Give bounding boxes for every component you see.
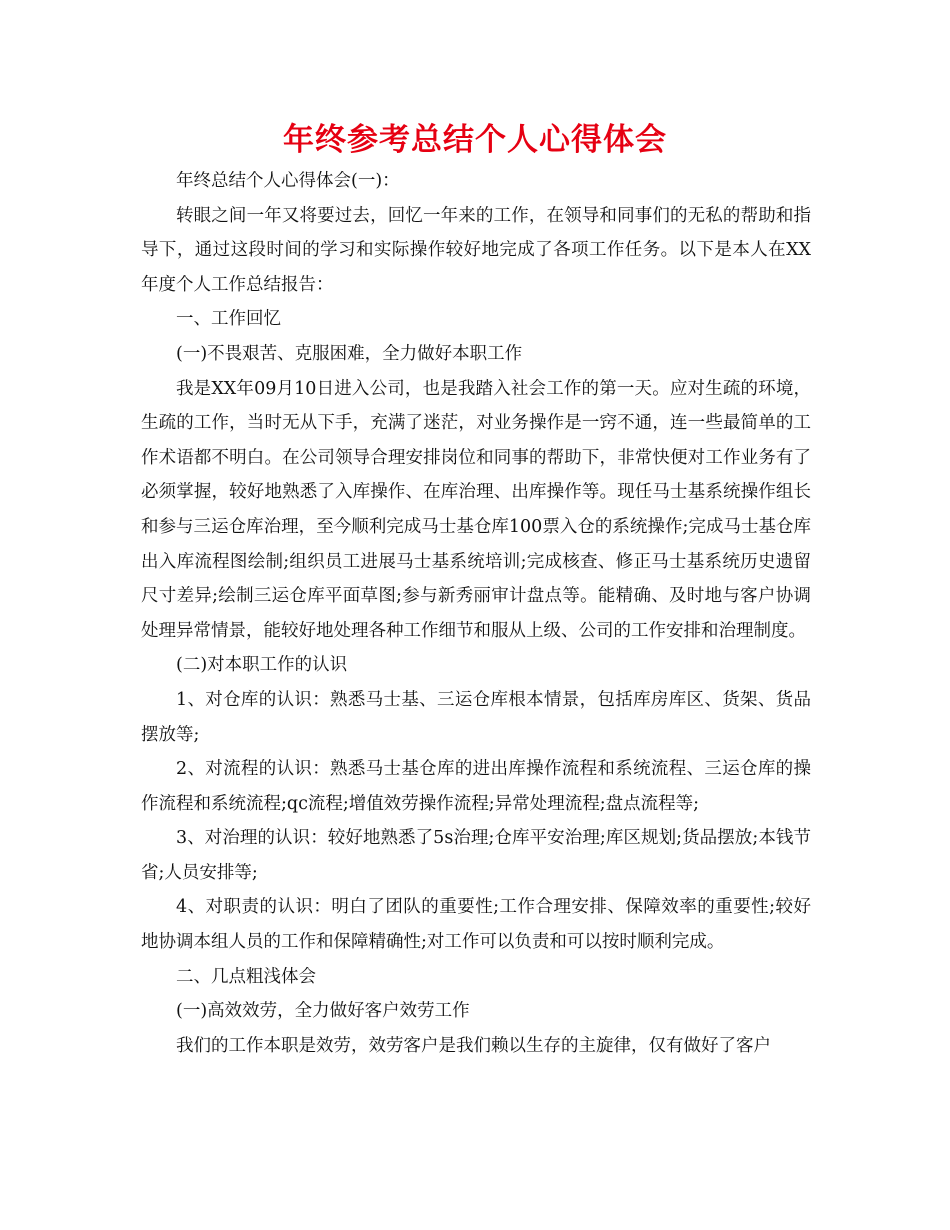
paragraph: 年终总结个人心得体会(一)： bbox=[176, 171, 400, 191]
document-title: 年终参考总结个人心得体会 bbox=[283, 122, 667, 158]
subsection-heading: (二)对本职工作的认识 bbox=[176, 655, 348, 676]
paragraph: 转眼之间一年又将要过去，回忆一年来的工作，在领导和同事们的无私的帮助和指导下，通过这段时间的学习和实际操作较好地完成了各项工作任务。以下是本人在XX年度个人工作总结报告： bbox=[141, 205, 811, 295]
document-body bbox=[141, 164, 811, 1063]
section-heading: 一、工作回忆 bbox=[176, 309, 281, 330]
paragraph: 我们的工作本职是效劳，效劳客户是我们赖以生存的主旋律，仅有做好了客户 bbox=[176, 1035, 771, 1056]
paragraph: 我是XX年09月10日进入公司，也是我踏入社会工作的第一天。应对生疏的环境，生疏的工作，当时无从下手，充满了迷茫，对业务操作是一窍不通，连一些最简单的工作术语都不明白。在公司领导合理安排岗位和同事的帮助下，非常快便对工作业务有了必须掌握，较好地熟悉了入库操作、在库治理、出库操作等。现任马士基系统操作组长和参与三运仓库治理，至今顺利完成马士基仓库100票入仓的系统操作;完成马士基仓库出入库流程图绘制;组织员工进展马士基系统培训;完成核查、修正马士基系统历史遗留尺寸差异;绘制三运仓库平面草图;参与新秀丽审计盘点等。能精确、及时地与客户协调处理异常情景，能较好地处理各种工作细节和服从上级、公司的工作安排和治理制度。 bbox=[141, 378, 811, 641]
subsection-heading: (一)不畏艰苦、克服困难，全力做好本职工作 bbox=[176, 343, 523, 364]
list-item: 3、对治理的认识：较好地熟悉了5s治理;仓库平安治理;库区规划;货品摆放;本钱节省;人员安排等; bbox=[141, 828, 811, 883]
subsection-heading: (一)高效效劳，全力做好客户效劳工作 bbox=[176, 1001, 470, 1022]
list-item: 2、对流程的认识：熟悉马士基仓库的进出库操作流程和系统流程、三运仓库的操作流程和系统流程;qc流程;增值效劳操作流程;异常处理流程;盘点流程等; bbox=[141, 759, 811, 814]
list-item: 4、对职责的认识：明白了团队的重要性;工作合理安排、保障效率的重要性;较好地协调本组人员的工作和保障精确性;对工作可以负责和可以按时顺利完成。 bbox=[141, 897, 811, 953]
list-item: 1、对仓库的认识：熟悉马士基、三运仓库根本情景，包括库房库区、货架、货品摆放等; bbox=[141, 689, 811, 745]
section-heading: 二、几点粗浅体会 bbox=[176, 966, 316, 987]
